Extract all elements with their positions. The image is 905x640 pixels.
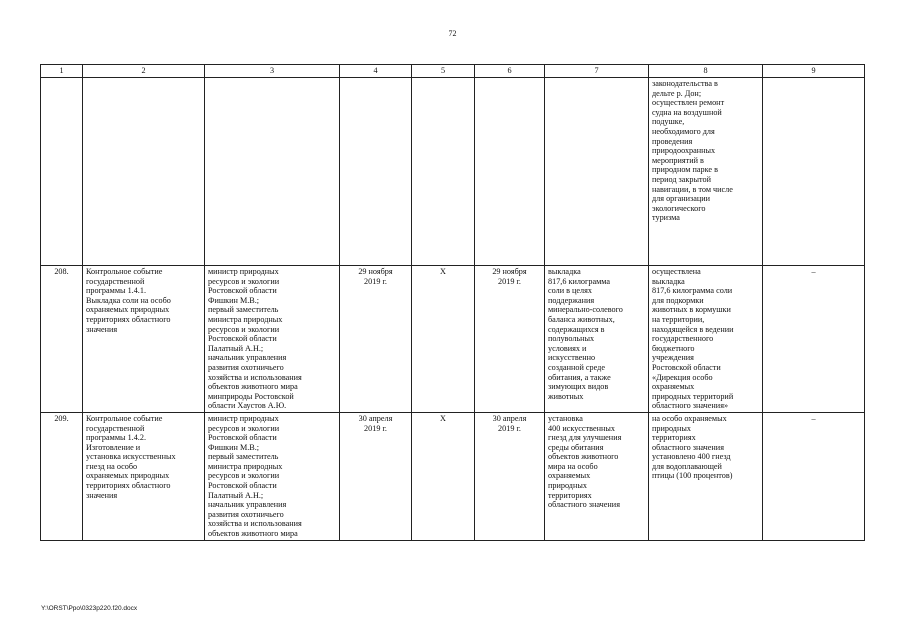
row-number-cell: 208. (41, 266, 83, 413)
table-row (41, 78, 865, 266)
planned-result-cell (545, 78, 649, 266)
table-row (41, 412, 865, 540)
actual-result-cell: на особо охраняемых природных территориях областного значения установлено 400 гнезд для водоплавающей птицы (100 процентов) (649, 412, 763, 540)
column-header: 9 (763, 65, 865, 78)
actual-result-cell: осуществлена выкладка 817,6 килограмма соли для подкормки животных в кормушки на территории, находящейся в ведении государственного бюджетного учреждения Ростовской области «Дирекция особо охраняемых природных территорий областного значения» (649, 266, 763, 413)
event-cell: Контрольное событие государственной программы 1.4.2. Изготовление и установка искусственных гнезд на особо охраняемых природных территориях областного значения (83, 412, 205, 540)
responsible-cell: министр природных ресурсов и экологии Ростовской области Фишкин М.В.; первый заместитель министра природных ресурсов и экологии Ростовской области Палатный А.Н.; начальник управления развития охотничьего хозяйства и использования объектов животного мира (205, 412, 340, 540)
report-table (40, 64, 865, 541)
actual-date-cell: 29 ноября 2019 г. (475, 266, 545, 413)
column-9-cell: – (763, 412, 865, 540)
planned-result-cell: установка 400 искусственных гнезд для улучшения среды обитания объектов животного мира на особо охраняемых природных территориях областного значения (545, 412, 649, 540)
page-number: 72 (448, 29, 457, 38)
column-header: 7 (545, 65, 649, 78)
planned-date-cell: 29 ноября 2019 г. (340, 266, 412, 413)
planned-date-cell (340, 78, 412, 266)
column-header: 8 (649, 65, 763, 78)
column-9-cell (763, 78, 865, 266)
column-5-cell: Х (412, 266, 475, 413)
planned-result-cell: выкладка 817,6 килограмма соли в целях поддержания минерально-солевого баланса животных, содержащихся в полувольных условиях и искусственно созданной среде обитания, а также зимующих видов животных (545, 266, 649, 413)
column-9-cell: – (763, 266, 865, 413)
actual-date-cell (475, 78, 545, 266)
column-5-cell: Х (412, 412, 475, 540)
actual-date-cell: 30 апреля 2019 г. (475, 412, 545, 540)
column-5-cell (412, 78, 475, 266)
responsible-cell: министр природных ресурсов и экологии Ростовской области Фишкин М.В.; первый заместитель министра природных ресурсов и экологии Ростовской области Палатный А.Н.; начальник управления развития охотничьего хозяйства и использования объектов животного мира минприроды Ростовской области Хаустов А.Ю. (205, 266, 340, 413)
file-path-footer: Y:\ORST\Ppo\0323p220.f20.docx (41, 605, 138, 612)
column-header: 6 (475, 65, 545, 78)
row-number-cell (41, 78, 83, 266)
column-header: 5 (412, 65, 475, 78)
table-row (41, 266, 865, 413)
column-header: 3 (205, 65, 340, 78)
event-cell (83, 78, 205, 266)
responsible-cell (205, 78, 340, 266)
column-header: 2 (83, 65, 205, 78)
actual-result-cell: законодательства в дельте р. Дон; осуществлен ремонт судна на воздушной подушке, необходимого для проведения природоохранных мероприятий в природном парке в период закрытой навигации, в том числе для организации экологического туризма (649, 78, 763, 266)
event-cell: Контрольное событие государственной программы 1.4.1. Выкладка соли на особо охраняемых природных территориях областного значения (83, 266, 205, 413)
planned-date-cell: 30 апреля 2019 г. (340, 412, 412, 540)
row-number-cell: 209. (41, 412, 83, 540)
column-header: 1 (41, 65, 83, 78)
column-number-row (41, 65, 865, 78)
column-header: 4 (340, 65, 412, 78)
